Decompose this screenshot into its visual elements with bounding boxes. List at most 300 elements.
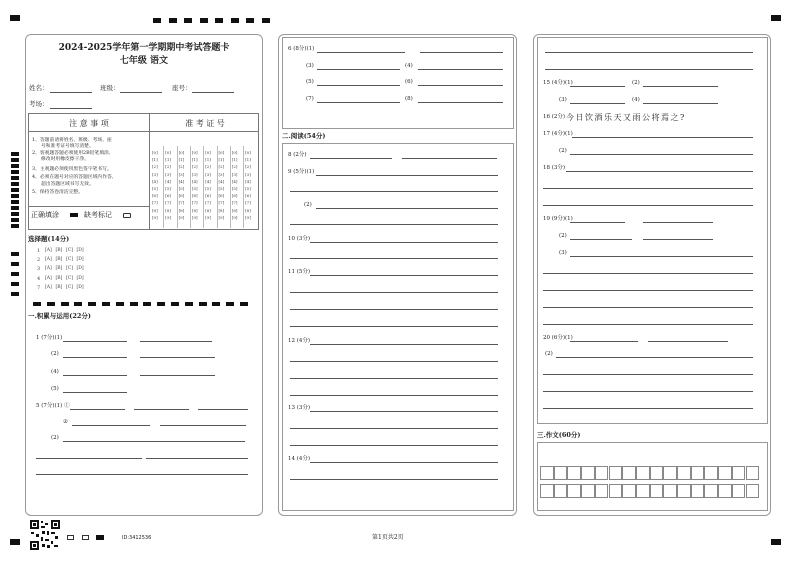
examid-bubble[interactable]: [1]: [178, 157, 185, 163]
timing-mark: [11, 164, 19, 168]
timing-mark: [11, 158, 19, 162]
q19-part-label: (2): [559, 233, 567, 239]
q1-answer[interactable]: [63, 357, 127, 358]
q17-part2-label: (2): [559, 148, 567, 154]
examid-bubble[interactable]: [8]: [165, 207, 171, 213]
essay-cell[interactable]: [622, 484, 636, 498]
q17-label: 17 (4分)(1): [543, 131, 573, 137]
essay-cell[interactable]: [540, 466, 554, 480]
timing-mark: [11, 188, 19, 192]
q5-answer[interactable]: [198, 409, 248, 410]
notice-item: 2、客观题答题必须使用2B铅笔填涂,: [32, 151, 111, 156]
examid-bubble[interactable]: [6]: [165, 193, 171, 199]
q19-part-label: (3): [559, 250, 567, 256]
examid-bubble[interactable]: [7]: [152, 200, 158, 206]
essay-cell[interactable]: [554, 484, 568, 498]
examid-bubble[interactable]: [8]: [218, 207, 225, 213]
q6-label: 6 (8分)(1): [288, 46, 315, 52]
footer-mark: [96, 535, 104, 540]
examid-bubble[interactable]: [9]: [165, 214, 171, 220]
choice-option-bubble[interactable]: [A]: [45, 266, 52, 272]
essay-cell[interactable]: [636, 484, 650, 498]
examid-bubble[interactable]: [7]: [191, 200, 198, 206]
essay-cell[interactable]: [718, 466, 732, 480]
absent-mark-box[interactable]: [123, 213, 131, 218]
q13-label: 13 (3分): [288, 405, 311, 411]
q12-answer[interactable]: [290, 378, 498, 379]
choice-option-bubble[interactable]: [C]: [66, 284, 73, 290]
examid-bubble[interactable]: [5]: [165, 186, 171, 191]
q9-answer[interactable]: [316, 175, 498, 176]
examid-column-divider: [217, 146, 218, 228]
choice-option-bubble[interactable]: [B]: [55, 275, 63, 281]
footer-box: [82, 535, 89, 540]
q11-answer[interactable]: [290, 326, 498, 327]
examid-bubble[interactable]: [1]: [218, 157, 225, 163]
examid-bubble[interactable]: [8]: [231, 207, 238, 213]
reading-continued-box: [537, 37, 768, 424]
examid-bubble[interactable]: [1]: [231, 157, 238, 163]
examid-bubble[interactable]: [2]: [178, 164, 185, 170]
q20-answer[interactable]: [648, 341, 728, 342]
q6-part-label: (6): [405, 79, 413, 85]
examid-bubble[interactable]: [3]: [205, 171, 211, 177]
examid-bubble[interactable]: [2]: [205, 164, 211, 170]
examid-bubble[interactable]: [6]: [191, 193, 198, 199]
examid-bubble[interactable]: [3]: [218, 171, 225, 177]
q16-sentence: 今日饮酒乐天又雨公将焉之?: [566, 113, 686, 122]
q14-answer[interactable]: [545, 52, 753, 53]
q14-answer[interactable]: [310, 462, 498, 463]
examid-bubble[interactable]: [9]: [178, 214, 185, 220]
essay-cell[interactable]: [567, 466, 581, 480]
examid-bubble[interactable]: [4]: [191, 178, 198, 184]
examid-column-divider: [230, 146, 231, 228]
q17-answer[interactable]: [572, 137, 753, 138]
examid-bubble[interactable]: [5]: [191, 186, 198, 191]
q9-label: 9 (5分)(1): [288, 169, 315, 175]
examid-bubble[interactable]: [4]: [205, 178, 211, 184]
q17-answer[interactable]: [570, 154, 753, 155]
examid-bubble[interactable]: [6]: [178, 193, 185, 199]
examid-bubble[interactable]: [4]: [152, 178, 158, 184]
q5-answer[interactable]: [36, 474, 248, 475]
examid-bubble[interactable]: [8]: [205, 207, 211, 213]
q6-answer[interactable]: [317, 102, 400, 103]
separator-mark: [185, 302, 193, 306]
q11-answer[interactable]: [310, 275, 498, 276]
q19-answer[interactable]: [643, 239, 713, 240]
examid-bubble[interactable]: [7]: [178, 200, 185, 206]
room-field[interactable]: [50, 108, 92, 109]
examid-bubble[interactable]: [0]: [165, 150, 171, 155]
notice-item: 3、主观题必须使用黑色签字笔书写。: [32, 167, 112, 172]
reading-box: [282, 143, 514, 511]
separator-mark: [116, 302, 124, 306]
q1-label: 1 (7分)(1): [36, 335, 63, 341]
q12-label: 12 (4分): [288, 338, 311, 344]
q15-answer[interactable]: [570, 86, 625, 87]
examid-bubble[interactable]: [3]: [152, 171, 158, 177]
examid-bubble[interactable]: [2]: [231, 164, 238, 170]
q1-answer[interactable]: [63, 392, 127, 393]
choice-option-bubble[interactable]: [A]: [45, 275, 52, 281]
q6-answer[interactable]: [317, 52, 405, 53]
notice-header-line: [28, 131, 150, 132]
q1-answer[interactable]: [140, 357, 215, 358]
timing-mark: [11, 252, 19, 256]
q6-box: [282, 37, 514, 129]
choice-option-bubble[interactable]: [D]: [76, 275, 84, 281]
corner-mark-top-right: [771, 15, 781, 21]
choice-option-bubble[interactable]: [C]: [66, 257, 73, 263]
examid-bubble[interactable]: [7]: [245, 200, 251, 206]
q20-answer[interactable]: [543, 408, 753, 409]
essay-cell[interactable]: [677, 484, 691, 498]
q18-answer[interactable]: [566, 171, 753, 172]
q5-answer[interactable]: [160, 425, 246, 426]
essay-cell[interactable]: [663, 484, 677, 498]
essay-cell[interactable]: [691, 484, 705, 498]
q19-answer[interactable]: [543, 290, 753, 291]
essay-cell[interactable]: [746, 466, 760, 480]
examid-bubble[interactable]: [5]: [218, 186, 225, 191]
name-field[interactable]: [50, 92, 92, 93]
timing-mark: [153, 18, 161, 23]
essay-cell[interactable]: [650, 484, 664, 498]
examid-bubble[interactable]: [3]: [191, 171, 198, 177]
timing-mark: [11, 262, 19, 266]
seat-label: 座号：: [172, 84, 192, 92]
timing-mark: [184, 18, 192, 23]
examid-bubble[interactable]: [1]: [245, 157, 251, 163]
choice-option-bubble[interactable]: [D]: [76, 284, 84, 290]
timing-mark: [246, 18, 254, 23]
q1-answer[interactable]: [63, 341, 127, 342]
examid-bubble[interactable]: [2]: [152, 164, 158, 170]
timing-mark: [11, 212, 19, 216]
notice-item: 号和准考证号填写清楚。: [41, 144, 94, 149]
q5-answer[interactable]: [72, 425, 150, 426]
separator-mark: [61, 302, 69, 306]
q5-answer[interactable]: [146, 458, 248, 459]
q19-answer[interactable]: [543, 324, 753, 325]
q5-answer[interactable]: [36, 458, 142, 459]
examid-bubble[interactable]: [9]: [231, 214, 238, 220]
examid-bubble[interactable]: [0]: [178, 150, 185, 155]
examid-bubble[interactable]: [7]: [165, 200, 171, 206]
examid-bubble[interactable]: [7]: [205, 200, 211, 206]
essay-cell[interactable]: [595, 466, 609, 480]
essay-cell[interactable]: [581, 466, 595, 480]
q19-answer[interactable]: [570, 256, 753, 257]
q9-answer[interactable]: [290, 191, 498, 192]
examid-bubble[interactable]: [6]: [218, 193, 225, 199]
q10-answer[interactable]: [290, 258, 498, 259]
choice-option-bubble[interactable]: [D]: [76, 248, 84, 253]
examid-bubble[interactable]: [2]: [165, 164, 171, 170]
q18-answer[interactable]: [543, 188, 753, 189]
qr-code: [30, 520, 60, 550]
examid-bubble[interactable]: [5]: [245, 186, 251, 191]
examid-bubble[interactable]: [0]: [152, 150, 158, 155]
choice-question-number: 7: [37, 284, 41, 291]
q5-answer[interactable]: [63, 441, 245, 442]
examid-bubble[interactable]: [3]: [165, 171, 171, 177]
q12-answer[interactable]: [290, 395, 498, 396]
essay-cell[interactable]: [704, 466, 718, 480]
examid-bubble[interactable]: [3]: [178, 171, 185, 177]
separator-mark: [143, 302, 151, 306]
separator-mark: [88, 302, 96, 306]
timing-mark: [231, 18, 239, 23]
separator-mark: [102, 302, 110, 306]
timing-mark: [11, 182, 19, 186]
notice-item: 1、答题前请将姓名、班级、考场、座: [32, 138, 112, 143]
examid-column-divider: [203, 146, 204, 228]
q12-answer[interactable]: [310, 344, 498, 345]
examid-bubble[interactable]: [5]: [205, 186, 211, 191]
examid-bubble[interactable]: [8]: [152, 207, 158, 213]
q10-answer[interactable]: [310, 242, 498, 243]
examid-bubble[interactable]: [0]: [191, 150, 198, 155]
examid-bubble[interactable]: [0]: [245, 150, 251, 155]
q6-part-label: (4): [405, 63, 413, 69]
examid-bubble[interactable]: [3]: [231, 171, 238, 177]
choice-option-bubble[interactable]: [C]: [66, 266, 73, 272]
timing-mark: [11, 292, 19, 296]
choice-option-bubble[interactable]: [C]: [66, 248, 73, 253]
q12-answer[interactable]: [290, 361, 498, 362]
essay-cell[interactable]: [732, 484, 746, 498]
choice-option-bubble[interactable]: [A]: [45, 248, 52, 253]
examid-bubble[interactable]: [9]: [245, 214, 251, 220]
essay-cell[interactable]: [691, 466, 705, 480]
choice-option-bubble[interactable]: [D]: [76, 266, 84, 272]
essay-cell[interactable]: [704, 484, 718, 498]
choice-question-number: 2: [37, 257, 41, 264]
choice-question-number: 1: [37, 248, 41, 254]
essay-cell[interactable]: [609, 484, 623, 498]
examid-column-divider: [163, 146, 164, 228]
essay-cell[interactable]: [677, 466, 691, 480]
class-label: 班级：: [100, 84, 120, 92]
q15-answer[interactable]: [643, 103, 718, 104]
name-label: 姓名：: [29, 84, 49, 92]
choice-option-bubble[interactable]: [A]: [45, 284, 52, 290]
examid-bubble[interactable]: [1]: [165, 157, 171, 163]
q8-answer[interactable]: [402, 158, 497, 159]
q5-part2-label: (2): [51, 435, 59, 441]
essay-cell[interactable]: [609, 466, 623, 480]
q1-part4-label: (4): [51, 369, 59, 375]
examid-bubble[interactable]: [6]: [152, 193, 158, 199]
essay-cell[interactable]: [650, 466, 664, 480]
timing-mark: [11, 200, 19, 204]
examid-bubble[interactable]: [6]: [245, 193, 251, 199]
examid-bubble[interactable]: [9]: [205, 214, 211, 220]
q8-answer[interactable]: [310, 158, 392, 159]
examid-bubble[interactable]: [8]: [191, 207, 198, 213]
corner-mark-top-left: [10, 15, 20, 21]
examid-bubble[interactable]: [1]: [152, 157, 158, 163]
choice-option-bubble[interactable]: [D]: [76, 257, 84, 263]
choice-option-bubble[interactable]: [B]: [55, 284, 63, 290]
q6-answer[interactable]: [418, 69, 503, 70]
timing-mark: [11, 194, 19, 198]
examid-bubble[interactable]: [8]: [245, 207, 251, 213]
correct-fill-label: 正确填涂: [31, 211, 59, 219]
notice-title: 注 意 事 项: [69, 119, 109, 128]
separator-mark: [240, 302, 248, 306]
choice-question-number: 4: [37, 275, 41, 282]
q19-label: 19 (9分)(1): [543, 216, 573, 222]
q6-part-label: (5): [306, 79, 314, 85]
q1-answer[interactable]: [140, 375, 215, 376]
separator-mark: [199, 302, 207, 306]
separator-mark: [47, 302, 55, 306]
q15-part-label: (3): [559, 97, 567, 103]
examid-bubble[interactable]: [8]: [178, 207, 185, 213]
separator-mark: [157, 302, 165, 306]
essay-cell[interactable]: [718, 484, 732, 498]
q15-answer[interactable]: [570, 103, 625, 104]
examid-bubble[interactable]: [9]: [218, 214, 225, 220]
separator-mark: [212, 302, 220, 306]
section2-title: 二.阅读(54分): [282, 132, 326, 140]
essay-cell[interactable]: [554, 466, 568, 480]
examid-bubble[interactable]: [0]: [231, 150, 238, 155]
essay-cell[interactable]: [663, 466, 677, 480]
choice-option-bubble[interactable]: [A]: [45, 257, 52, 263]
corner-mark-bottom-right: [771, 539, 781, 545]
examid-bubble[interactable]: [5]: [152, 186, 158, 191]
choice-option-bubble[interactable]: [B]: [55, 266, 63, 272]
notice-item: 超出答题区域书写无效。: [41, 182, 94, 187]
essay-cell[interactable]: [746, 484, 760, 498]
essay-cell[interactable]: [581, 484, 595, 498]
q13-answer[interactable]: [290, 428, 498, 429]
examid-bubble[interactable]: [4]: [245, 178, 251, 184]
choice-option-bubble[interactable]: [B]: [55, 248, 63, 253]
separator-mark: [33, 302, 41, 306]
q5-answer[interactable]: [70, 409, 125, 410]
q5-sub2-label: ②: [63, 419, 68, 425]
examid-bubble[interactable]: [4]: [165, 178, 171, 184]
examid-bubble[interactable]: [7]: [231, 200, 238, 206]
seat-field[interactable]: [192, 92, 234, 93]
q14-answer[interactable]: [290, 479, 498, 480]
q1-answer[interactable]: [63, 375, 127, 376]
timing-mark: [200, 18, 208, 23]
page-number: 第1页共2页: [372, 534, 404, 541]
class-field[interactable]: [120, 92, 162, 93]
q6-answer[interactable]: [420, 52, 503, 53]
q19-answer[interactable]: [570, 239, 632, 240]
timing-mark: [11, 282, 19, 286]
examid-bubble[interactable]: [5]: [231, 186, 238, 191]
examid-bubble[interactable]: [4]: [218, 178, 225, 184]
q20-answer[interactable]: [556, 357, 753, 358]
essay-cell[interactable]: [636, 466, 650, 480]
examid-bubble[interactable]: [4]: [231, 178, 238, 184]
examid-column-divider: [177, 146, 178, 228]
examid-bubble[interactable]: [2]: [245, 164, 251, 170]
q20-answer[interactable]: [543, 391, 753, 392]
essay-cell[interactable]: [595, 484, 609, 498]
choice-option-bubble[interactable]: [B]: [55, 257, 63, 263]
essay-cell[interactable]: [732, 466, 746, 480]
q6-answer[interactable]: [418, 102, 503, 103]
examid-header-line: [149, 131, 259, 132]
corner-mark-bottom-left: [10, 539, 20, 545]
timing-mark: [11, 176, 19, 180]
section3-title: 三.作文(60分): [537, 431, 581, 439]
q19-answer[interactable]: [643, 222, 713, 223]
examid-bubble[interactable]: [1]: [191, 157, 198, 163]
q20-answer[interactable]: [543, 374, 753, 375]
q6-answer[interactable]: [317, 69, 400, 70]
q19-answer[interactable]: [570, 222, 625, 223]
timing-mark: [262, 18, 270, 23]
q6-answer[interactable]: [418, 85, 503, 86]
examid-bubble[interactable]: [2]: [191, 164, 198, 170]
examid-bubble[interactable]: [6]: [205, 193, 211, 199]
q5-answer[interactable]: [134, 409, 189, 410]
choice-option-bubble[interactable]: [C]: [66, 275, 73, 281]
q5-label: 5 (7分)(1) ①: [36, 403, 70, 409]
q13-answer[interactable]: [310, 411, 498, 412]
q19-answer[interactable]: [543, 307, 753, 308]
q11-answer[interactable]: [290, 292, 498, 293]
examid-bubble[interactable]: [7]: [218, 200, 225, 206]
notice-item: 4、必须在题号对应的答题区域内作答,: [32, 175, 114, 180]
separator-mark: [130, 302, 138, 306]
q9-part2-label: (2): [304, 202, 312, 208]
q9-answer[interactable]: [316, 208, 498, 209]
notice-item: 5、保持答卷清洁完整。: [32, 190, 84, 195]
choice-question-number: 3: [37, 266, 41, 273]
examid-bubble[interactable]: [5]: [178, 186, 185, 191]
q19-answer[interactable]: [543, 273, 753, 274]
q18-answer[interactable]: [543, 205, 753, 206]
sheet-id: ID:3412536: [122, 535, 152, 541]
essay-cell[interactable]: [567, 484, 581, 498]
q14-answer[interactable]: [545, 69, 753, 70]
q15-part-label: (4): [632, 97, 640, 103]
examid-bubble[interactable]: [1]: [205, 157, 211, 163]
essay-cell[interactable]: [622, 466, 636, 480]
q6-answer[interactable]: [317, 85, 400, 86]
examid-bubble[interactable]: [9]: [152, 214, 158, 220]
examid-bubble[interactable]: [0]: [218, 150, 225, 155]
examid-bubble[interactable]: [9]: [191, 214, 198, 220]
q11-answer[interactable]: [290, 309, 498, 310]
timing-mark: [11, 152, 19, 156]
q20-answer[interactable]: [570, 341, 638, 342]
examid-bubble[interactable]: [0]: [205, 150, 211, 155]
q13-answer[interactable]: [290, 445, 498, 446]
q1-answer[interactable]: [140, 341, 212, 342]
sheet-subtitle: 七年级 语文: [119, 56, 169, 66]
essay-cell[interactable]: [540, 484, 554, 498]
examid-bubble[interactable]: [4]: [178, 178, 185, 184]
examid-bubble[interactable]: [3]: [245, 171, 251, 177]
examid-bubble[interactable]: [6]: [231, 193, 238, 199]
examid-bubble[interactable]: [2]: [218, 164, 225, 170]
q15-answer[interactable]: [643, 86, 718, 87]
q9-answer[interactable]: [290, 224, 498, 225]
